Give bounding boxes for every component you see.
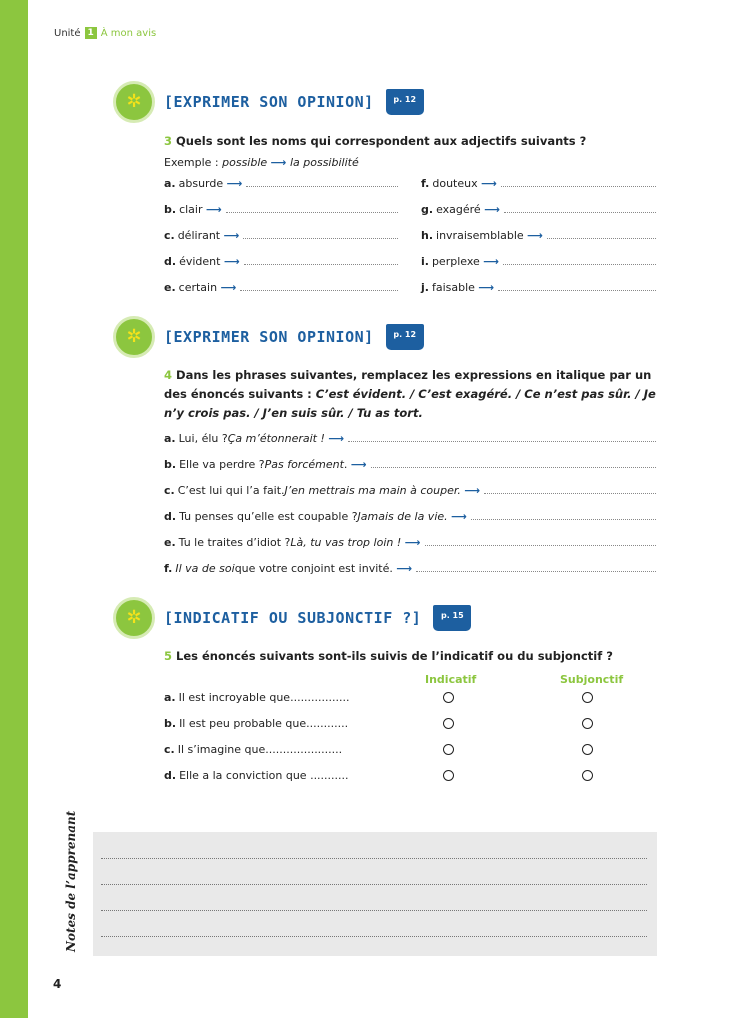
item-letter: h.	[421, 229, 434, 242]
item-text-end: que votre conjoint est invité.	[234, 562, 393, 575]
item-letter: e.	[164, 281, 176, 294]
item-letter: b.	[164, 717, 177, 730]
radio-subjonctif-b[interactable]	[582, 718, 593, 729]
item-italic: J’en mettrais ma main à couper.	[284, 484, 461, 497]
arrow-icon: ⟶	[350, 458, 367, 471]
notes-line[interactable]	[101, 858, 647, 859]
gears-icon: ✲	[113, 81, 155, 123]
radio-indicatif-d[interactable]	[443, 770, 454, 781]
item-text: Tu le traites d’idiot ?	[178, 536, 291, 549]
answer-line[interactable]	[503, 255, 656, 265]
answer-line[interactable]	[348, 432, 656, 442]
question-4	[164, 366, 659, 423]
answer-item-b[interactable]	[164, 203, 398, 219]
item-letter: g.	[421, 203, 434, 216]
item-text: Tu penses qu’elle est coupable ?	[179, 510, 358, 523]
answer-item-e[interactable]	[164, 281, 398, 297]
arrow-icon: ⟶	[220, 281, 237, 294]
item-word: perplexe	[431, 255, 480, 268]
item-italic: Là, tu vas trop loin !	[290, 536, 402, 549]
item-letter: f.	[164, 562, 173, 575]
item-letter: d.	[164, 255, 177, 268]
notes-line[interactable]	[101, 884, 647, 885]
arrow-icon: ⟶	[483, 255, 500, 268]
radio-subjonctif-a[interactable]	[582, 692, 593, 703]
item-letter: d.	[164, 510, 177, 523]
answer-line[interactable]	[244, 255, 398, 265]
unit-header	[54, 27, 156, 39]
page-number: 4	[53, 977, 62, 991]
unit-title: À mon avis	[100, 27, 157, 39]
question-text: Dans les phrases suivantes, remplacez les expressions en italique par un des énoncés suivants :	[164, 368, 652, 401]
arrow-icon: ⟶	[404, 536, 421, 549]
item-word: exagéré	[436, 203, 481, 216]
item-text-end: .	[343, 458, 348, 471]
item-text: Il s’imagine que......................	[177, 743, 343, 756]
choice-row-a	[164, 691, 350, 707]
radio-indicatif-b[interactable]	[443, 718, 454, 729]
example-from: possible	[222, 156, 268, 169]
notes-line[interactable]	[101, 936, 647, 937]
item-word: douteux	[432, 177, 478, 190]
item-word: délirant	[177, 229, 221, 242]
choice-row-b	[164, 717, 348, 733]
answer-item-i[interactable]	[421, 255, 656, 271]
section-header-1	[113, 80, 424, 124]
arrow-icon: ⟶	[478, 281, 495, 294]
answer-item-a[interactable]	[164, 432, 656, 448]
arrow-icon: ⟶	[464, 484, 481, 497]
answer-line[interactable]	[484, 484, 656, 494]
radio-indicatif-c[interactable]	[443, 744, 454, 755]
notes-line[interactable]	[101, 910, 647, 911]
item-text: Il est peu probable que............	[179, 717, 349, 730]
answer-line[interactable]	[498, 281, 656, 291]
question-number: 5	[164, 649, 173, 663]
book-icon	[386, 89, 424, 115]
question-text: Les énoncés suivants sont-ils suivis de l’indicatif ou du subjonctif ?	[176, 649, 613, 663]
example-line	[164, 156, 359, 169]
item-letter: f.	[421, 177, 430, 190]
arrow-icon: ⟶	[223, 255, 240, 268]
item-italic: Pas forcément	[264, 458, 344, 471]
question-statements: C’est évident. / C’est exagéré. / Ce n’est pas sûr. / Je n’y crois pas. / J’en suis sûr. / Tu as tort.	[164, 387, 656, 420]
answer-item-d[interactable]	[164, 255, 398, 271]
arrow-icon: ⟶	[223, 229, 240, 242]
learner-notes-area[interactable]	[93, 832, 657, 956]
item-word: évident	[179, 255, 221, 268]
section-title: [EXPRIMER SON OPINION]	[164, 93, 374, 111]
section-header-3	[113, 596, 471, 640]
item-word: faisable	[431, 281, 475, 294]
question-3	[164, 132, 659, 151]
answer-item-b[interactable]	[164, 458, 656, 474]
item-letter: a.	[164, 691, 176, 704]
section-title: [INDICATIF OU SUBJONCTIF ?]	[164, 609, 422, 627]
item-italic: Jamais de la vie.	[357, 510, 448, 523]
column-header-indicatif: Indicatif	[425, 673, 477, 686]
unit-number-badge: 1	[85, 27, 97, 39]
answer-line[interactable]	[371, 458, 656, 468]
item-letter: c.	[164, 484, 175, 497]
answer-item-c[interactable]	[164, 229, 398, 245]
gears-icon: ✲	[113, 597, 155, 639]
example-prefix: Exemple :	[164, 156, 223, 169]
answer-line[interactable]	[246, 177, 398, 187]
left-color-band	[0, 0, 28, 1018]
answer-item-a[interactable]	[164, 177, 398, 193]
arrow-icon: ⟶	[527, 229, 543, 242]
section-header-2	[113, 315, 424, 359]
answer-item-g[interactable]	[421, 203, 656, 219]
question-text: Quels sont les noms qui correspondent aux adjectifs suivants ?	[176, 134, 587, 148]
arrow-icon: ⟶	[206, 203, 222, 216]
item-word: clair	[179, 203, 203, 216]
choice-row-d	[164, 769, 349, 785]
arrow-icon: ⟶	[328, 432, 345, 445]
radio-indicatif-a[interactable]	[443, 692, 454, 703]
answer-line[interactable]	[226, 203, 398, 213]
book-icon	[433, 605, 471, 631]
arrow-icon: ⟶	[226, 177, 243, 190]
answer-item-j[interactable]	[421, 281, 656, 297]
question-number: 4	[164, 368, 173, 382]
answer-line[interactable]	[416, 562, 656, 572]
page-reference: p. 12	[393, 95, 417, 104]
item-letter: c.	[164, 743, 175, 756]
item-letter: d.	[164, 769, 177, 782]
radio-subjonctif-d[interactable]	[582, 770, 593, 781]
item-letter: a.	[164, 177, 176, 190]
column-header-subjonctif: Subjonctif	[560, 673, 624, 686]
item-italic: Il va de soi	[175, 562, 235, 575]
item-letter: c.	[164, 229, 175, 242]
unit-label: Unité	[54, 27, 81, 39]
answer-line[interactable]	[471, 510, 656, 520]
item-letter: b.	[164, 203, 177, 216]
answer-line[interactable]	[504, 203, 656, 213]
arrow-icon: ⟶	[396, 562, 413, 575]
example-to: la possibilité	[289, 156, 359, 169]
notes-label: Notes de l’apprenant	[64, 810, 78, 952]
arrow-icon: ⟶	[481, 177, 497, 190]
gears-icon: ✲	[113, 316, 155, 358]
arrow-icon: ⟶	[451, 510, 467, 523]
section-title: [EXPRIMER SON OPINION]	[164, 328, 374, 346]
answer-item-d[interactable]	[164, 510, 656, 526]
answer-line[interactable]	[547, 229, 656, 239]
item-text: C’est lui qui l’a fait.	[177, 484, 285, 497]
item-letter: i.	[421, 255, 429, 268]
item-letter: b.	[164, 458, 177, 471]
item-word: invraisemblable	[436, 229, 524, 242]
item-word: certain	[178, 281, 218, 294]
item-text: Il est incroyable que.................	[178, 691, 350, 704]
item-letter: j.	[421, 281, 429, 294]
item-italic: Ça m’étonnerait !	[227, 432, 325, 445]
answer-line[interactable]	[425, 536, 656, 546]
answer-item-h[interactable]	[421, 229, 656, 245]
question-5	[164, 647, 659, 666]
question-number: 3	[164, 134, 173, 148]
book-icon	[386, 324, 424, 350]
arrow-icon: ⟶	[484, 203, 500, 216]
answer-item-c[interactable]	[164, 484, 656, 500]
radio-subjonctif-c[interactable]	[582, 744, 593, 755]
item-word: absurde	[178, 177, 224, 190]
answer-item-f[interactable]	[164, 562, 656, 578]
item-letter: e.	[164, 536, 176, 549]
answer-item-e[interactable]	[164, 536, 656, 552]
answer-line[interactable]	[240, 281, 398, 291]
answer-item-f[interactable]	[421, 177, 656, 193]
page-reference: p. 12	[393, 330, 417, 339]
page-reference: p. 15	[441, 611, 464, 620]
answer-line[interactable]	[501, 177, 656, 187]
item-text: Lui, élu ?	[178, 432, 228, 445]
item-text: Elle a la conviction que ...........	[179, 769, 349, 782]
arrow-icon: ⟶	[270, 156, 287, 169]
item-letter: a.	[164, 432, 176, 445]
answer-line[interactable]	[243, 229, 398, 239]
item-text: Elle va perdre ?	[179, 458, 265, 471]
choice-row-c	[164, 743, 342, 759]
